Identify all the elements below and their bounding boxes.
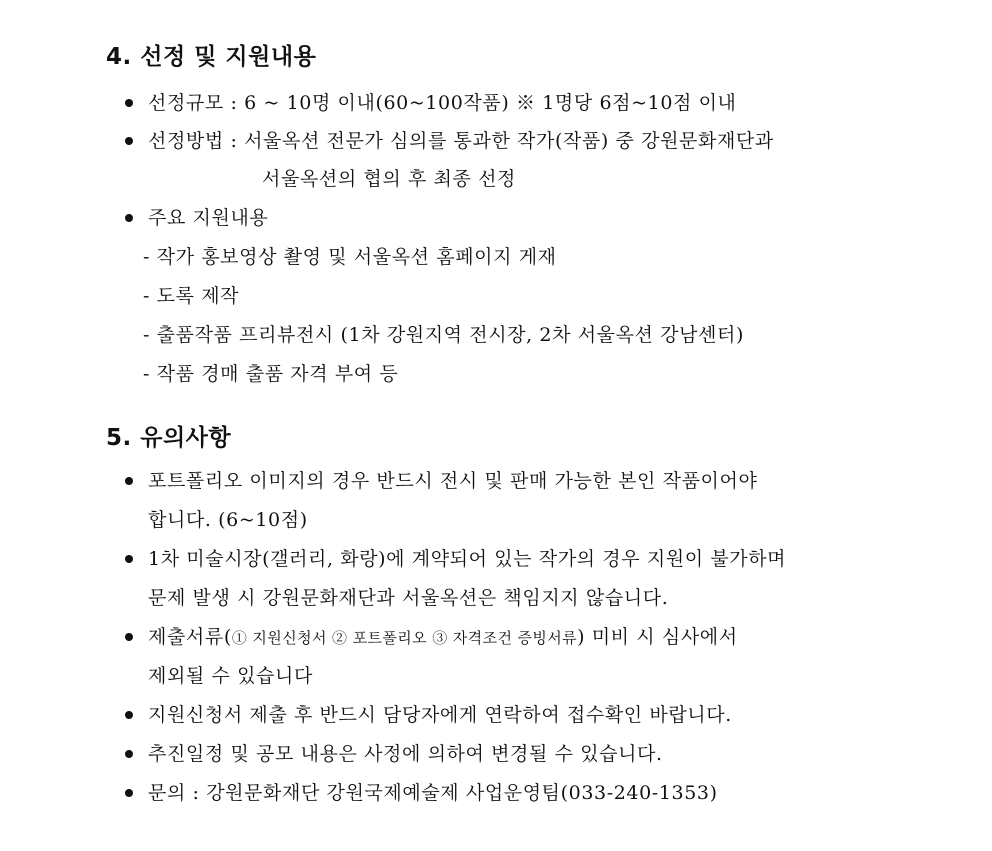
support-subitem-video: - 작가 홍보영상 촬영 및 서울옥션 홈페이지 게재 [143,246,557,268]
support-contents-item: 주요 지원내용 [148,207,269,229]
note-portfolio-continuation: 합니다. (6~10점) [148,509,308,531]
selection-method-item: 선정방법 : 서울옥션 전문가 심의를 통과한 작가(작품) 중 강원문화재단과 [148,130,774,152]
section-5-heading: 5. 유의사항 [106,425,232,451]
note-documents-item [148,624,738,651]
selection-method-continuation: 서울옥션의 협의 후 최종 선정 [262,168,517,190]
support-subitem-catalog: - 도록 제작 [143,285,240,307]
note-confirmation-item: 지원신청서 제출 후 반드시 담당자에게 연락하여 접수확인 바랍니다. [148,704,732,726]
note-documents-continuation: 제외될 수 있습니다 [148,665,313,687]
note-documents-list: ① 지원신청서 ② 포트폴리오 ③ 자격조건 증빙서류 [231,629,578,647]
note-art-market-item: 1차 미술시장(갤러리, 화랑)에 계약되어 있는 작가의 경우 지원이 불가하며 [148,548,787,570]
note-contact-item: 문의 : 강원문화재단 강원국제예술제 사업운영팀(033-240-1353) [148,782,718,804]
support-subitem-auction: - 작품 경매 출품 자격 부여 등 [143,363,399,385]
note-art-market-continuation: 문제 발생 시 강원문화재단과 서울옥션은 책임지지 않습니다. [148,587,669,609]
support-subitem-preview: - 출품작품 프리뷰전시 (1차 강원지역 전시장, 2차 서울옥션 강남센터) [143,324,744,346]
note-documents-prefix: 제출서류( [148,626,232,648]
selection-scale-item: 선정규모 : 6 ~ 10명 이내(60~100작품) ※ 1명당 6점~10점 이내 [148,92,737,114]
section-4-heading: 4. 선정 및 지원내용 [106,44,317,70]
note-schedule-change-item: 추진일정 및 공모 내용은 사정에 의하여 변경될 수 있습니다. [148,743,663,765]
note-portfolio-item: 포트폴리오 이미지의 경우 반드시 전시 및 판매 가능한 본인 작품이어야 [148,470,758,492]
note-documents-suffix: ) 미비 시 심사에서 [577,626,738,648]
